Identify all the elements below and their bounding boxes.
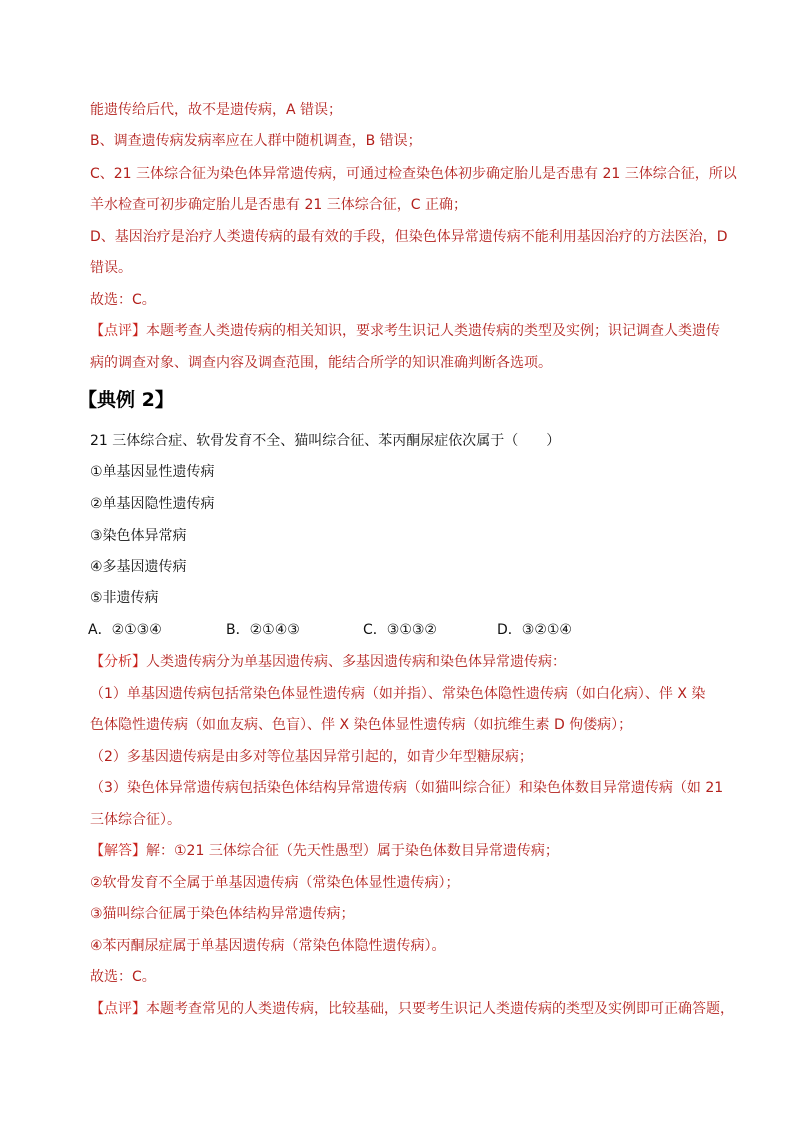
analysis-line — [90, 653, 730, 671]
answer-text-line: C、21 三体综合征为染色体异常遗传病，可通过检查染色体初步确定胎儿是否患有 21 三体综合征，所以 — [90, 166, 737, 182]
answer-line: ②软骨发育不全属于单基因遗传病（常染色体显性遗传病）； — [90, 875, 460, 891]
answer-text-line: B、调查遗传病发病率应在人群中随机调查，B 错误； — [90, 133, 422, 149]
question-item: ⑤非遗传病 — [90, 590, 159, 606]
answer-choice-line: 故选：C。 — [90, 969, 156, 985]
section-heading: 【典例 2】 — [78, 389, 174, 411]
option-b: B．②①④③ — [226, 622, 300, 638]
option-d: D．③②①④ — [497, 622, 572, 638]
comment-text: 本题考查人类遗传病的相关知识，要求考生识记人类遗传病的类型及实例；识记调查人类遗传 — [146, 323, 720, 339]
comment-tag: 【点评】 — [90, 323, 146, 339]
option-a: A．②①③④ — [88, 622, 162, 638]
answer-choice-line: 故选：C。 — [90, 292, 156, 308]
answer-text-line: 错误。 — [90, 260, 132, 276]
analysis-line: （2）多基因遗传病是由多对等位基因异常引起的，如青少年型糖尿病； — [90, 749, 533, 765]
comment-line — [90, 322, 730, 340]
analysis-line: 三体综合征）。 — [90, 812, 181, 828]
answer-line: ④苯丙酮尿症属于单基因遗传病（常染色体隐性遗传病）。 — [90, 938, 446, 954]
analysis-line: （3）染色体异常遗传病包括染色体结构异常遗传病（如猫叫综合征）和染色体数目异常遗传病（如 21 — [90, 780, 724, 796]
question-item: ④多基因遗传病 — [90, 559, 187, 575]
answer-text-line: D、基因治疗是治疗人类遗传病的最有效的手段，但染色体异常遗传病不能利用基因治疗的方法医治，D — [90, 229, 728, 245]
answer-text-line: 能遗传给后代，故不是遗传病，A 错误； — [90, 102, 343, 118]
analysis-line: （1）单基因遗传病包括常染色体显性遗传病（如并指）、常染色体隐性遗传病（如白化病）、伴 X 染 — [90, 686, 706, 702]
option-c: C．③①③② — [363, 622, 437, 638]
comment-line: 病的调查对象、调查内容及调查范围，能结合所学的知识准确判断各选项。 — [90, 355, 552, 371]
comment-tag: 【点评】 — [90, 1001, 146, 1017]
question-item: ①单基因显性遗传病 — [90, 464, 215, 480]
comment-text: 本题考查常见的人类遗传病，比较基础，只要考生识记人类遗传病的类型及实例即可正确答题， — [146, 1001, 734, 1017]
analysis-tag: 【分析】 — [90, 654, 146, 670]
answer-line — [90, 842, 730, 860]
answer-text: 解：①21 三体综合征（先天性愚型）属于染色体数目异常遗传病； — [146, 843, 559, 859]
answer-line: ③猫叫综合征属于染色体结构异常遗传病； — [90, 906, 355, 922]
question-item: ③染色体异常病 — [90, 528, 187, 544]
comment-line — [90, 1000, 734, 1018]
question-text: 21 三体综合症、软骨发育不全、猫叫综合征、苯丙酮尿症依次属于（ ） — [90, 433, 561, 449]
answer-text-line: 羊水检查可初步确定胎儿是否患有 21 三体综合征，C 正确； — [90, 197, 467, 213]
question-item: ②单基因隐性遗传病 — [90, 496, 215, 512]
answer-tag: 【解答】 — [90, 843, 146, 859]
analysis-intro: 人类遗传病分为单基因遗传病、多基因遗传病和染色体异常遗传病： — [146, 654, 566, 670]
analysis-line: 色体隐性遗传病（如血友病、色盲）、伴 X 染色体显性遗传病（如抗维生素 D 佝偻病）； — [90, 717, 633, 733]
